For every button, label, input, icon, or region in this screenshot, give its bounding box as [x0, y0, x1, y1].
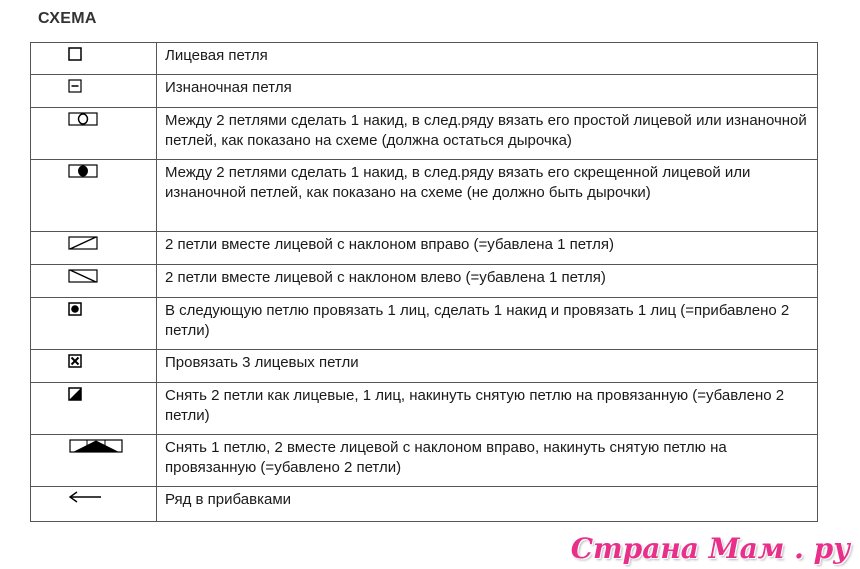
k2tog-left-icon — [68, 269, 98, 283]
table-row — [31, 350, 818, 383]
slip2-decrease-icon — [68, 387, 82, 401]
symbol-cell — [31, 383, 157, 435]
description-cell: Между 2 петлями сделать 1 накид, в след.ряду вязать его простой лицевой или изнаночной петлей, как показано на схеме (должна остаться дырочка) — [157, 108, 818, 160]
table-row — [31, 435, 818, 487]
table-row — [31, 108, 818, 160]
symbol-cell — [31, 487, 157, 522]
table-row — [31, 298, 818, 350]
legend-table — [30, 42, 818, 522]
knit-3-icon — [68, 354, 82, 368]
left-arrow-icon — [68, 490, 102, 504]
description-cell: Снять 1 петлю, 2 вместе лицевой с наклоном вправо, накинуть снятую петлю на провязанную (=убавлено 2 петли) — [157, 435, 818, 487]
page-title: СХЕМА — [38, 10, 97, 27]
symbol-cell — [31, 108, 157, 160]
description-cell: Изнаночная петля — [157, 75, 818, 108]
symbol-cell — [31, 435, 157, 487]
yarn-over-open-icon — [68, 112, 98, 126]
double-decrease-icon — [69, 439, 123, 453]
description-cell: Между 2 петлями сделать 1 накид, в след.ряду вязать его скрещенной лицевой или изнаночной петлей, как показано на схеме (не должно быть дырочки) — [157, 160, 818, 232]
symbol-cell — [31, 232, 157, 265]
site-watermark: Страна Мам . ру — [570, 532, 850, 565]
table-row — [31, 487, 818, 522]
symbol-cell — [31, 350, 157, 383]
table-row — [31, 43, 818, 75]
symbol-cell — [31, 75, 157, 108]
symbol-cell — [31, 298, 157, 350]
description-cell: В следующую петлю провязать 1 лиц, сделать 1 накид и провязать 1 лиц (=прибавлено 2 петли) — [157, 298, 818, 350]
table-row — [31, 75, 818, 108]
k2tog-right-icon — [68, 236, 98, 250]
table-row — [31, 232, 818, 265]
symbol-cell — [31, 160, 157, 232]
table-row — [31, 160, 818, 232]
description-cell: Ряд в прибавками — [157, 487, 818, 522]
knit-stitch-square-icon — [68, 47, 82, 61]
table-row — [31, 383, 818, 435]
description-cell: Лицевая петля — [157, 43, 818, 75]
yarn-over-crossed-icon — [68, 164, 98, 178]
description-cell: Провязать 3 лицевых петли — [157, 350, 818, 383]
table-row — [31, 265, 818, 298]
symbol-cell — [31, 265, 157, 298]
description-cell: 2 петли вместе лицевой с наклоном влево (=убавлена 1 петля) — [157, 265, 818, 298]
description-cell: 2 петли вместе лицевой с наклоном вправо (=убавлена 1 петля) — [157, 232, 818, 265]
increase-3-icon — [68, 302, 82, 316]
purl-stitch-square-icon — [68, 79, 82, 93]
symbol-cell — [31, 43, 157, 75]
description-cell: Снять 2 петли как лицевые, 1 лиц, накинуть снятую петлю на провязанную (=убавлено 2 петли) — [157, 383, 818, 435]
